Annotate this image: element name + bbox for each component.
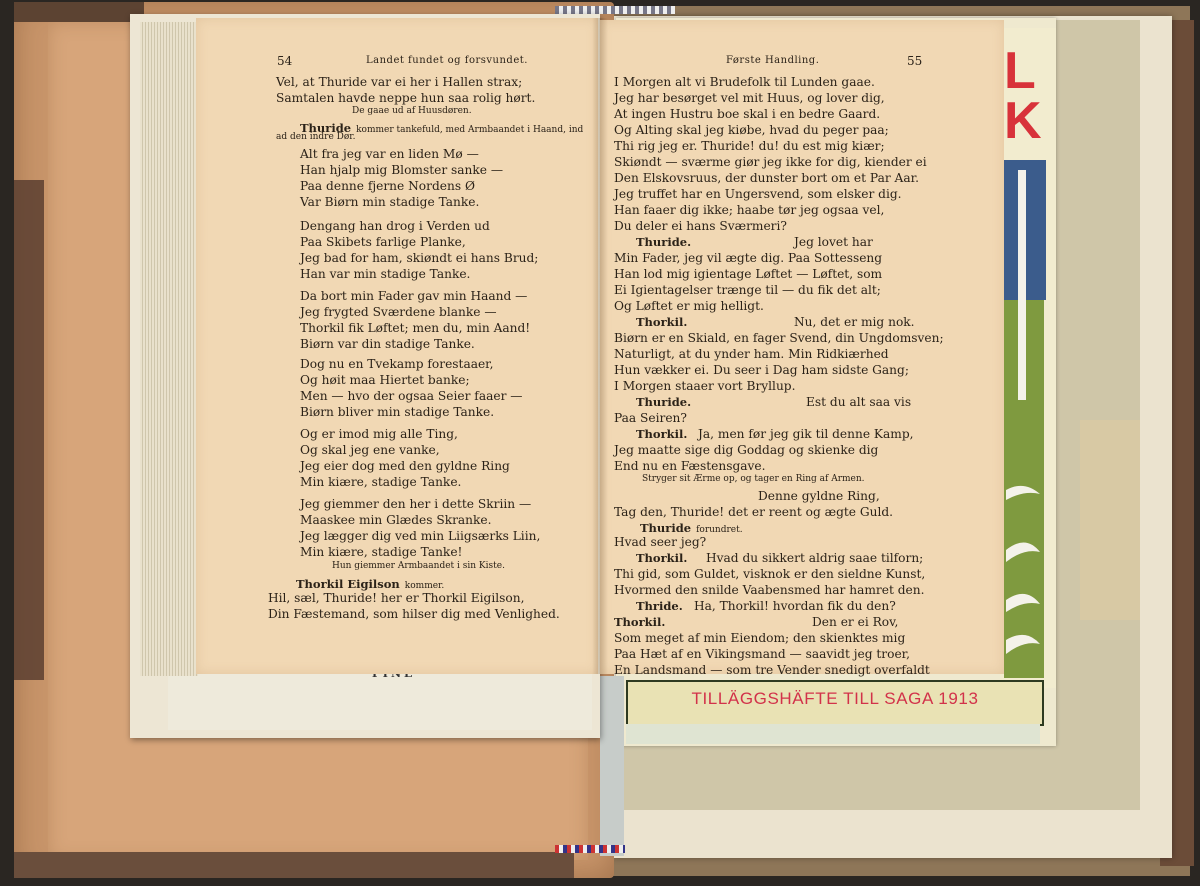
text-line: Og Løftet er mig helligt. <box>614 299 764 313</box>
text-line: Og skal jeg ene vanke, <box>300 443 440 457</box>
speaker-name: Thuride. <box>636 395 692 409</box>
text-line: Tag den, Thuride! det er reent og ægte Guld. <box>614 505 894 519</box>
text-line: Thorkil fik Løftet; men du, min Aand! <box>300 321 531 335</box>
text-line: Ja, men før jeg gik til denne Kamp, <box>698 427 914 441</box>
spine-tab <box>600 676 624 856</box>
leather-corner-top <box>14 2 144 22</box>
cover-birch-trunk <box>1018 170 1026 400</box>
text-line: Skiøndt — sværme giør jeg ikke for dig, kiender ei <box>614 155 927 169</box>
stage-direction: De gaae ud af Huusdøren. <box>352 106 472 116</box>
text-line: Du deler ei hans Sværmeri? <box>614 219 787 233</box>
text-line: Jeg eier dog med den gyldne Ring <box>300 459 510 473</box>
text-line: Hun vækker ei. Du seer i Dag ham sidste Gang; <box>614 363 909 377</box>
text-line: Jeg bad for ham, skiøndt ei hans Brud; <box>300 251 539 265</box>
leather-edge-bottom <box>14 852 574 878</box>
paper-stain <box>1080 420 1140 620</box>
headband-bottom <box>555 845 625 853</box>
text-line: Jeg lovet har <box>794 235 873 249</box>
speaker-line <box>636 598 683 614</box>
text-line: Dog nu en Tvekamp forestaaer, <box>300 357 494 371</box>
left-running-head: Landet fundet og forsvundet. <box>366 55 528 66</box>
text-line: Din Fæstemand, som hilser dig med Venlighed. <box>268 607 560 621</box>
text-line: Han hjalp mig Blomster sanke — <box>300 163 504 177</box>
cover-birds-illustration <box>1004 480 1042 670</box>
text-line: Paa Seiren? <box>614 411 687 425</box>
text-line: Og er imod mig alle Ting, <box>300 427 458 441</box>
text-line: Vel, at Thuride var ei her i Hallen strax; <box>276 75 523 89</box>
speaker-name: Thorkil Eigilson <box>296 577 400 591</box>
speaker-name: Thuride. <box>636 235 692 249</box>
speaker-name: Thuride <box>640 521 692 535</box>
text-line: Som meget af min Eiendom; den skienktes mig <box>614 631 906 645</box>
stage-direction: Hun giemmer Armbaandet i sin Kiste. <box>332 561 505 571</box>
text-line: Biørn var din stadige Tanke. <box>300 337 475 351</box>
speaker-name: Thorkil. <box>636 315 688 329</box>
text-line: Est du alt saa vis <box>806 395 912 409</box>
text-line: Den Elskovsruus, der dunster bort om et Par Aar. <box>614 171 919 185</box>
text-line: Hvormed den snilde Vaabensmed har hamret den. <box>614 583 925 597</box>
magazine-bottom-strip <box>626 724 1040 744</box>
text-line: Thi gid, som Guldet, visknok er den sieldne Kunst, <box>614 567 926 581</box>
text-line: Hvad seer jeg? <box>614 535 707 549</box>
page-edges <box>140 22 198 676</box>
right-running-head: Første Handling. <box>726 55 820 66</box>
text-line: Biørn bliver min stadige Tanke. <box>300 405 495 419</box>
cover-letter-2: K <box>1004 92 1044 150</box>
speaker-line <box>636 426 687 442</box>
speaker-name: Thorkil. <box>614 615 666 629</box>
text-line: Han faaer dig ikke; haabe tør jeg ogsaa vel, <box>614 203 885 217</box>
text-line: Han lod mig igientage Løftet — Løftet, som <box>614 267 883 281</box>
text-line: At ingen Hustru boe skal i en bedre Gaard. <box>614 107 881 121</box>
stage-direction: forundret. <box>696 525 743 535</box>
text-line: Naturligt, at du ynder ham. Min Ridkiærhed <box>614 347 889 361</box>
text-line: Biørn er en Skiald, en fager Svend, din Ungdomsven; <box>614 331 944 345</box>
speaker-name: Thride. <box>636 599 683 613</box>
magazine-banner-text: TILLÄGGSHÄFTE TILL SAGA 1913 <box>691 689 979 708</box>
text-line: I Morgen alt vi Brudefolk til Lunden gaae. <box>614 75 875 89</box>
text-line: Alt fra jeg var en liden Mø — <box>300 147 479 161</box>
text-line: Og Alting skal jeg kiøbe, hvad du peger paa; <box>614 123 889 137</box>
text-line: Maaskee min Glædes Skranke. <box>300 513 492 527</box>
text-line: Nu, det er mig nok. <box>794 315 915 329</box>
text-line: Jeg giemmer den her i dette Skriin — <box>300 497 532 511</box>
text-line: Jeg maatte sige dig Goddag og skienke dig <box>614 443 879 457</box>
text-line: Den er ei Rov, <box>812 615 899 629</box>
text-line: Paa denne fjerne Nordens Ø <box>300 179 475 193</box>
text-line: End nu en Fæstensgave. <box>614 459 766 473</box>
text-line: Jeg lægger dig ved min Liigsærks Liin, <box>300 529 541 543</box>
stage-direction: kommer. <box>404 581 445 591</box>
speaker-name: Thuride <box>300 121 352 135</box>
leather-edge-left <box>14 180 44 680</box>
speaker-line <box>614 614 665 630</box>
speaker-line <box>636 394 691 410</box>
text-line: Paa Hæt af en Vikingsmand — saavidt jeg troer, <box>614 647 911 661</box>
text-line: Thi rig jeg er. Thuride! du! du est mig kiær; <box>614 139 885 153</box>
speaker-line <box>636 234 691 250</box>
text-line: Ei Igientagelser trænge til — du fik det alt; <box>614 283 881 297</box>
text-line: Min kiære, stadige Tanke! <box>300 545 463 559</box>
magazine-cover-title <box>1004 42 1044 150</box>
text-line: Ha, Thorkil! hvordan fik du den? <box>694 599 896 613</box>
text-line: I Morgen staaer vort Bryllup. <box>614 379 796 393</box>
speaker-line <box>636 314 687 330</box>
text-line: Han var min stadige Tanke. <box>300 267 471 281</box>
text-line: Samtalen havde neppe hun saa rolig hørt. <box>276 91 536 105</box>
book-gutter <box>592 18 608 674</box>
text-line: Hvad du sikkert aldrig saae tilforn; <box>706 551 924 565</box>
text-line: Men — hvo der ogsaa Seier faaer — <box>300 389 523 403</box>
text-line: Hil, sæl, Thuride! her er Thorkil Eigilson, <box>268 591 525 605</box>
stage-direction: kommer tankefuld, med Armbaandet i Haand, ind <box>356 125 584 135</box>
text-line: Jeg truffet har en Ungersvend, som elsker dig. <box>614 187 902 201</box>
text-line: Min kiære, stadige Tanke. <box>300 475 462 489</box>
stage-direction: ad den indre Dør. <box>276 132 356 142</box>
cover-letter-1: L <box>1004 42 1038 100</box>
stage-direction: Stryger sit Ærme op, og tager en Ring af Armen. <box>642 474 865 484</box>
speaker-line <box>636 550 687 566</box>
text-line: Da bort min Fader gav min Haand — <box>300 289 528 303</box>
text-line: Min Fader, jeg vil ægte dig. Paa Sottesseng <box>614 251 883 265</box>
text-line: Jeg har besørget vel mit Huus, og lover dig, <box>614 91 885 105</box>
left-page-number: 54 <box>277 54 293 68</box>
speaker-name: Thorkil. <box>636 427 688 441</box>
text-line: Jeg frygted Sværdene blanke — <box>300 305 497 319</box>
right-page-number: 55 <box>907 54 923 68</box>
text-line: Paa Skibets farlige Planke, <box>300 235 466 249</box>
text-line: Denne gyldne Ring, <box>758 489 880 503</box>
text-line: En Landsmand — som tre Vender snedigt overfaldt <box>614 663 930 677</box>
speaker-name: Thorkil. <box>636 551 688 565</box>
text-line: Var Biørn min stadige Tanke. <box>300 195 480 209</box>
headband-top <box>555 6 675 14</box>
text-line: Og høit maa Hiertet banke; <box>300 373 470 387</box>
text-line: Dengang han drog i Verden ud <box>300 219 490 233</box>
